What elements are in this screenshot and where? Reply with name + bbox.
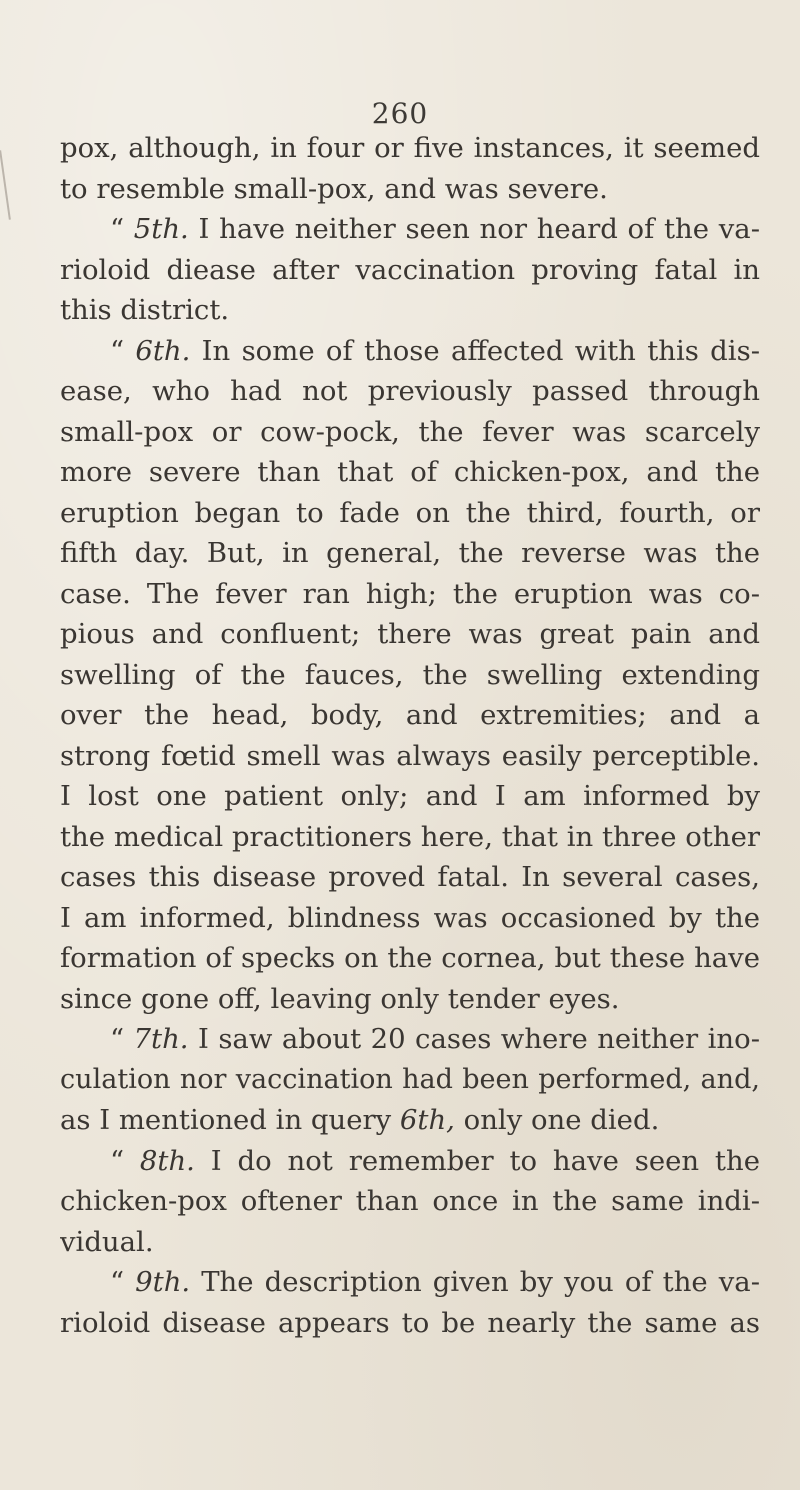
line-text: The description given by you of the va-: [190, 1266, 760, 1298]
line-italic: 7th.: [133, 1023, 189, 1055]
line-text: strong fœtid smell was always easily perceptible.: [60, 739, 760, 772]
text-line: [60, 250, 760, 291]
line-text: fifth day. But, in general, the reverse was the: [60, 537, 760, 569]
text-line: [60, 979, 760, 1020]
line-italic: 9th.: [135, 1266, 191, 1298]
line-text: formation of specks on the cornea, but these have: [60, 942, 760, 974]
text-line: [60, 655, 760, 696]
text-line: [60, 452, 760, 493]
text-line: [60, 736, 760, 777]
text-line: [60, 857, 760, 898]
text-line: [60, 533, 760, 574]
text-line: [60, 169, 760, 210]
text-line: [60, 1019, 760, 1060]
line-text: I saw about 20 cases where neither ino-: [188, 1023, 760, 1055]
page-edge-mark: [0, 150, 11, 220]
line-lead: “: [110, 213, 134, 245]
text-line: [60, 412, 760, 453]
text-line: [60, 1303, 760, 1344]
line-text: this district.: [60, 294, 230, 326]
line-text: cases this disease proved fatal. In several cases,: [60, 861, 760, 893]
line-lead: “: [110, 334, 136, 367]
line-text: pious and confluent; there was great pain and: [60, 618, 760, 650]
line-text: ease, who had not previously passed through: [60, 375, 760, 407]
page-number: 260: [371, 97, 429, 130]
line-lead: “: [110, 1023, 134, 1055]
line-text: I do not remember to have seen the: [194, 1144, 760, 1177]
line-text: chicken-pox oftener than once in the same indi-: [60, 1185, 760, 1217]
line-italic: 5th.: [133, 213, 189, 245]
line-lead: “: [110, 1266, 136, 1298]
text-line: [60, 371, 760, 412]
text-line: [60, 209, 760, 250]
text-line: [60, 290, 760, 331]
line-text: eruption began to fade on the third, fourth, or: [60, 496, 760, 529]
line-text: I lost one patient only; and I am informed by: [60, 780, 760, 812]
text-line: [60, 493, 760, 534]
body-text: [60, 128, 760, 1343]
line-text: I have neither seen nor heard of the va-: [188, 213, 760, 245]
line-text: only one died.: [454, 1104, 660, 1136]
text-line: [60, 331, 760, 372]
line-italic: 8th.: [139, 1144, 195, 1177]
text-line: [60, 1060, 760, 1101]
line-text: to resemble small-pox, and was severe.: [60, 172, 608, 205]
line-text: the medical practitioners here, that in three other: [60, 820, 760, 853]
line-text: rioloid disease appears to be nearly the same as: [60, 1306, 760, 1339]
text-line: [60, 1100, 760, 1141]
line-text: rioloid diease after vaccination proving fatal in: [60, 253, 760, 286]
text-line: [60, 574, 760, 615]
text-line: [60, 695, 760, 736]
line-italic: 6th.: [135, 334, 191, 367]
line-text: over the head, body, and extremities; and a: [60, 699, 760, 731]
line-text: pox, although, in four or five instances, it seemed: [60, 132, 760, 164]
line-text: culation nor vaccination had been performed, and,: [60, 1063, 760, 1095]
line-text: since gone off, leaving only tender eyes.: [60, 982, 620, 1015]
line-text: case. The fever ran high; the eruption was co-: [60, 577, 760, 610]
line-text: In some of those affected with this dis-: [190, 334, 760, 367]
line-text: swelling of the fauces, the swelling extending: [60, 658, 760, 691]
text-line: [60, 1262, 760, 1303]
text-line: [60, 1141, 760, 1182]
text-line: [60, 817, 760, 858]
text-line: [60, 614, 760, 655]
text-line: [60, 776, 760, 817]
text-line: [60, 898, 760, 939]
text-line: [60, 938, 760, 979]
line-text: vidual.: [60, 1225, 154, 1258]
text-line: [60, 1222, 760, 1263]
text-line: [60, 128, 760, 169]
line-italic: 6th,: [399, 1104, 455, 1136]
line-pre: as I mentioned in query: [60, 1104, 400, 1136]
text-line: [60, 1181, 760, 1222]
line-lead: “: [110, 1144, 140, 1177]
line-text: small-pox or cow-pock, the fever was scarcely: [60, 415, 760, 448]
line-text: I am informed, blindness was occasioned by the: [60, 901, 760, 934]
line-text: more severe than that of chicken-pox, and the: [60, 456, 760, 488]
